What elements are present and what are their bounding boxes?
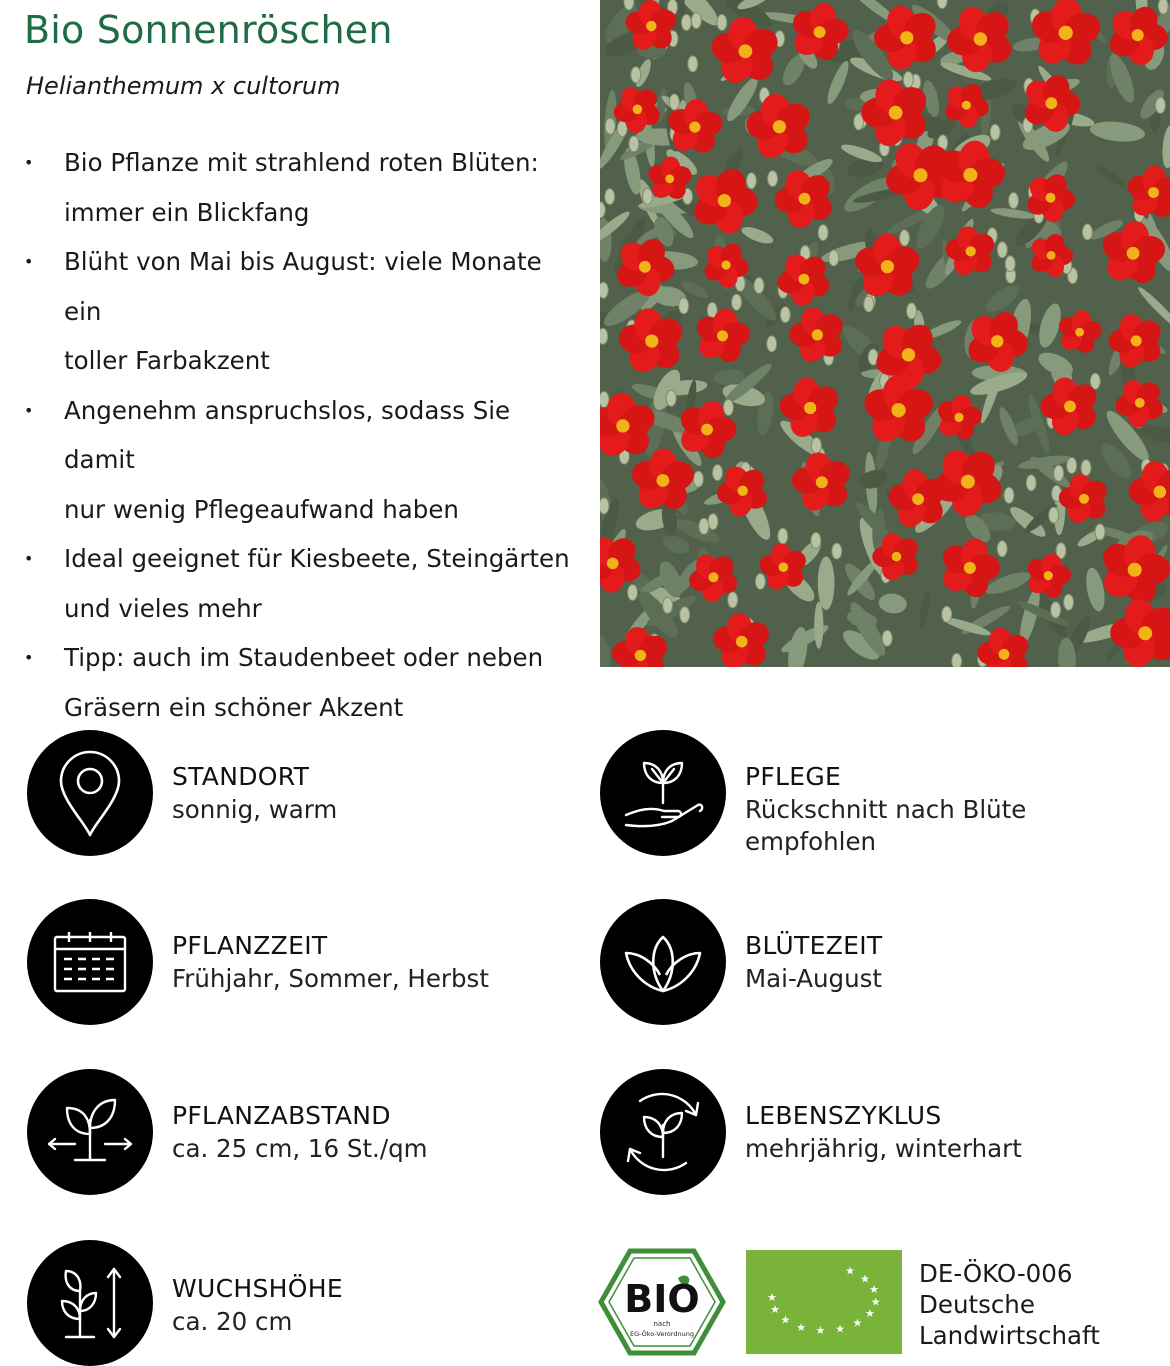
flower-bud-shape — [778, 528, 788, 544]
eu-star-icon: ★ — [767, 1290, 777, 1304]
leaf-shape — [814, 602, 823, 649]
flower-bud-shape — [829, 250, 839, 266]
cert-code: DE-ÖKO-006 — [919, 1259, 1073, 1288]
flower-bud-shape — [699, 518, 709, 534]
flower-bud-shape — [818, 225, 828, 241]
feature-bluetezeit — [600, 899, 1160, 1025]
bullet-line: Gräsern ein schöner Akzent — [64, 692, 404, 722]
feature-pflege — [600, 730, 1160, 856]
flower-bud-shape — [605, 189, 615, 205]
flower-bud-shape — [681, 15, 691, 31]
bullet-item — [24, 386, 584, 535]
flower-bud-shape — [907, 303, 917, 319]
eu-star-icon: ★ — [835, 1322, 846, 1336]
flower-bud-shape — [728, 592, 738, 608]
certification-text — [919, 1258, 1100, 1351]
bullet-item — [24, 237, 584, 386]
flower-bud-shape — [780, 307, 790, 323]
flower-bud-shape — [882, 630, 892, 646]
feature-value: Frühjahr, Sommer, Herbst — [172, 964, 489, 993]
location-pin-icon — [27, 730, 153, 856]
bullet-item — [24, 138, 584, 237]
eu-organic-leaf-logo — [746, 1250, 902, 1354]
perennial-cycle-icon — [600, 1069, 726, 1195]
feature-label: PFLEGE — [745, 762, 842, 791]
flower-bud-shape — [629, 136, 639, 152]
bullet-line: und vieles mehr — [64, 593, 262, 623]
cert-origin-line2: Landwirtschaft — [919, 1321, 1100, 1350]
flower-bud-shape — [732, 294, 742, 310]
feature-value: Mai-August — [745, 964, 882, 993]
flower-bud-shape — [1051, 602, 1061, 618]
feature-label: PFLANZABSTAND — [172, 1101, 391, 1130]
bullet-line: Bio Pflanze mit strahlend roten Blüten: — [64, 148, 539, 177]
flower-bud-shape — [717, 15, 727, 31]
eu-star-icon: ★ — [796, 1320, 807, 1334]
flower-bud-shape — [1009, 193, 1019, 209]
calendar-icon — [27, 899, 153, 1025]
flower-bud-shape — [624, 0, 634, 10]
latin-name: Helianthemum x cultorum — [26, 72, 341, 100]
flower-bud-shape — [1090, 373, 1100, 389]
flower-bud-shape — [723, 400, 733, 416]
feature-value: Rückschnitt nach Blüte empfohlen — [745, 795, 1027, 856]
flower-bud-shape — [600, 498, 609, 514]
flower-bud-shape — [942, 606, 952, 622]
flower-bud-shape — [832, 543, 842, 559]
flower-bud-shape — [1082, 224, 1092, 240]
eu-star-icon: ★ — [864, 1307, 875, 1320]
plant-spacing-icon — [27, 1069, 153, 1195]
flower-bud-shape — [997, 242, 1007, 258]
bullet-dot-icon: • — [24, 400, 34, 420]
red-flowers-photo-illustration — [600, 0, 1170, 667]
bullet-line: Blüht von Mai bis August: viele Monate ein — [64, 247, 542, 326]
flower-bud-shape — [669, 94, 679, 110]
flower-bud-shape — [746, 173, 756, 189]
eu-star-icon: ★ — [870, 1295, 881, 1309]
eu-star-icon: ★ — [869, 1283, 879, 1297]
bullet-line: immer ein Blickfang — [64, 197, 310, 227]
flower-bud-shape — [688, 56, 698, 72]
bullet-line: toller Farbakzent — [64, 346, 270, 375]
flower-bud-shape — [1064, 594, 1074, 610]
flower-bud-shape — [1067, 458, 1077, 474]
bullet-line: Angenehm anspruchslos, sodass Sie damit — [64, 395, 511, 474]
product-photo — [600, 0, 1170, 667]
feature-label: LEBENSZYKLUS — [745, 1101, 942, 1130]
feature-standort — [27, 730, 587, 856]
flower-bud-shape — [1054, 465, 1064, 481]
eu-star-icon: ★ — [780, 1313, 791, 1327]
flower-bud-shape — [643, 189, 653, 205]
flower-bud-shape — [693, 471, 703, 487]
flower-bud-shape — [990, 124, 1000, 140]
feature-value: ca. 25 cm, 16 St./qm — [172, 1134, 428, 1163]
bullet-dot-icon: • — [24, 648, 34, 667]
bullet-dot-icon: • — [24, 549, 34, 568]
bullet-line: nur wenig Pflegeaufwand haben — [64, 494, 459, 524]
feature-label: PFLANZZEIT — [172, 931, 328, 960]
flower-bud-shape — [1026, 475, 1036, 491]
flower-bud-shape — [605, 118, 615, 134]
lotus-flower-icon — [600, 899, 726, 1025]
feature-label: BLÜTEZEIT — [745, 931, 883, 960]
feature-label: WUCHSHÖHE — [172, 1274, 343, 1303]
flower-bud-shape — [631, 67, 641, 83]
flower-bud-shape — [1158, 0, 1168, 14]
eu-star-icon: ★ — [815, 1323, 826, 1337]
bullet-line: Ideal geeignet für Kiesbeete, Steingärten — [64, 544, 570, 573]
feature-bullet-list — [24, 138, 584, 732]
feature-value: sonnig, warm — [172, 795, 338, 824]
bio-logo-sub2: EG-Öko-Verordnung — [630, 1330, 694, 1338]
bio-seal-logo — [598, 1248, 726, 1356]
eu-star-icon: ★ — [845, 1264, 855, 1278]
bullet-dot-icon: • — [24, 153, 34, 172]
flower-bud-shape — [663, 597, 673, 613]
flower-bud-shape — [680, 607, 690, 623]
flower-bud-shape — [768, 171, 778, 187]
flower-bud-shape — [628, 585, 638, 601]
bullet-item — [24, 633, 584, 732]
flower-bud-shape — [754, 278, 764, 294]
plant-height-icon — [27, 1240, 153, 1366]
eu-star-icon: ★ — [770, 1302, 781, 1316]
flower-bud-shape — [811, 533, 821, 549]
bio-logo-sub1: nach — [653, 1320, 671, 1328]
eu-star-icon: ★ — [852, 1316, 863, 1330]
eu-star-leaf-icon — [746, 1250, 902, 1354]
flower-bud-shape — [755, 574, 765, 590]
flower-bud-shape — [1081, 460, 1091, 476]
flower-bud-shape — [713, 465, 723, 481]
flower-bud-shape — [1049, 507, 1059, 523]
plant-in-hand-icon — [600, 730, 726, 856]
flower-bud-shape — [767, 336, 777, 352]
flower-bud-shape — [1005, 256, 1015, 272]
flower-bud-shape — [600, 328, 608, 344]
feature-lebenszyklus — [600, 1069, 1160, 1195]
eu-star-icon: ★ — [860, 1272, 870, 1286]
feature-label: STANDORT — [172, 762, 310, 791]
feature-value: mehrjährig, winterhart — [745, 1134, 1022, 1163]
cert-origin-line1: Deutsche — [919, 1290, 1035, 1319]
product-title: Bio Sonnenröschen — [24, 8, 393, 52]
flower-bud-shape — [900, 230, 910, 246]
flower-bud-shape — [1155, 97, 1165, 113]
flower-bud-shape — [952, 653, 962, 667]
flower-bud-shape — [997, 541, 1007, 557]
flower-bud-shape — [691, 13, 701, 29]
feature-value: ca. 20 cm — [172, 1307, 293, 1336]
flower-bud-shape — [1095, 524, 1105, 540]
flower-bud-shape — [679, 298, 689, 314]
bullet-line: Tipp: auch im Staudenbeet oder neben — [64, 643, 544, 672]
flower-bud-shape — [600, 282, 608, 298]
bio-logo-text: BIO — [624, 1277, 700, 1321]
feature-pflanzabstand — [27, 1069, 587, 1195]
flower-bud-shape — [666, 390, 676, 406]
bullet-dot-icon: • — [24, 252, 34, 271]
flower-bud-shape — [903, 72, 913, 88]
flower-bud-shape — [811, 438, 821, 454]
leaf-shape — [818, 557, 835, 610]
feature-pflanzzeit — [27, 899, 587, 1025]
flower-bud-shape — [1004, 487, 1014, 503]
feature-wuchshoehe — [27, 1240, 587, 1366]
flower-bud-shape — [864, 296, 874, 312]
flower-bud-shape — [708, 514, 718, 530]
bullet-item — [24, 534, 584, 633]
